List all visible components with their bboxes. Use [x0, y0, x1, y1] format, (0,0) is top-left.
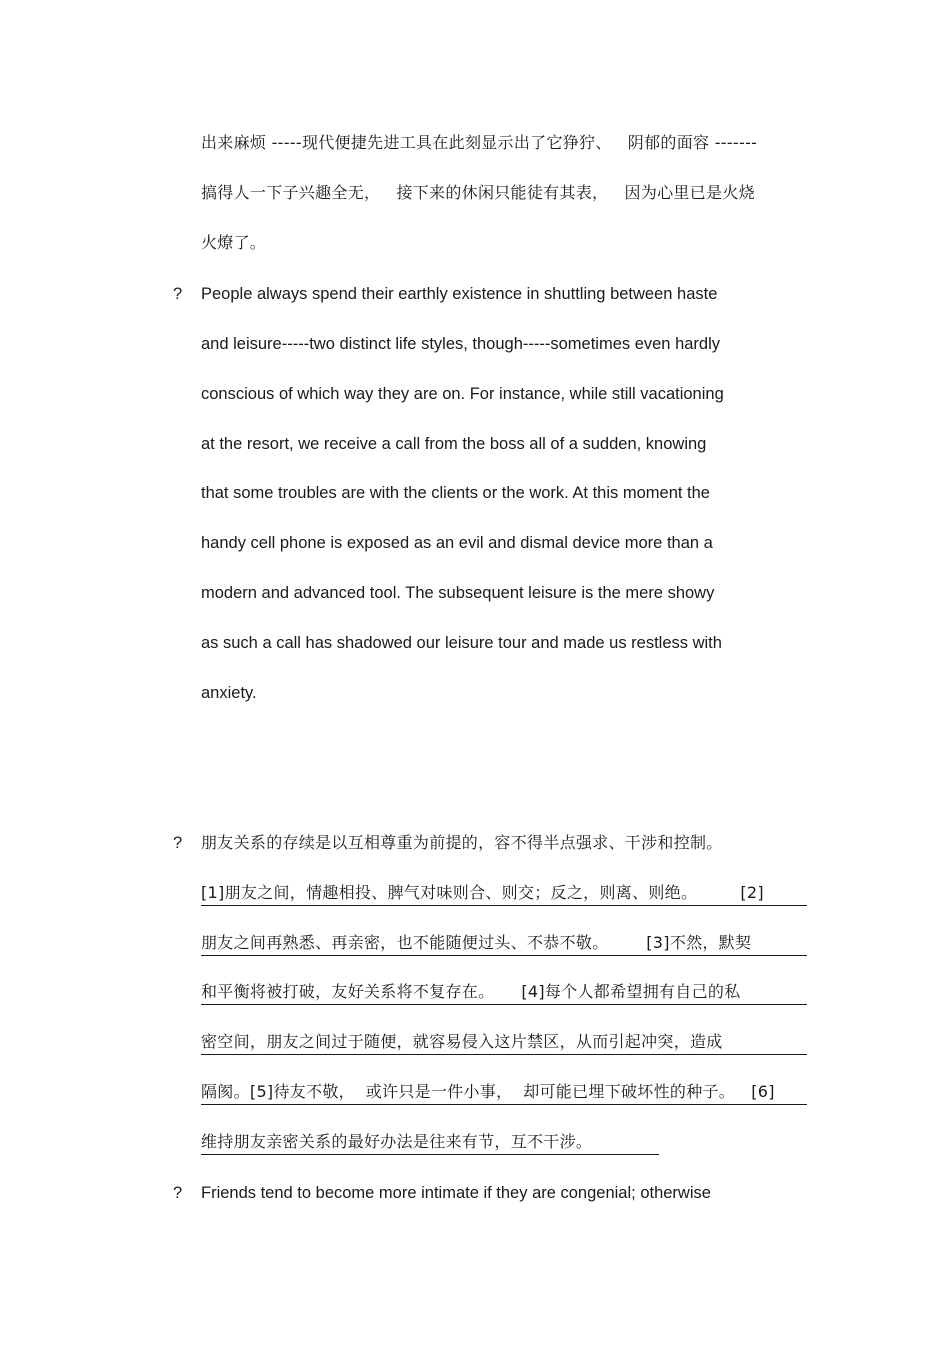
paragraph-line: handy cell phone is exposed as an evil and dismal device more than a	[201, 534, 713, 552]
underlined-line: 和平衡将被打破，友好关系将不复存在。 [4]每个人都希望拥有自己的私	[201, 982, 807, 1005]
underlined-line: 密空间，朋友之间过于随便，就容易侵入这片禁区，从而引起冲突，造成	[201, 1032, 807, 1055]
paragraph-line: 出来麻烦 -----现代便捷先进工具在此刻显示出了它狰狞、 阴郁的面容 -------	[201, 133, 758, 152]
bullet-marker: ?	[173, 1184, 183, 1202]
paragraph-line: as such a call has shadowed our leisure tour and made us restless with	[201, 634, 722, 652]
paragraph-line: anxiety.	[201, 684, 257, 702]
paragraph-line: 朋友关系的存续是以互相尊重为前提的，容不得半点强求、干涉和控制。	[201, 833, 723, 852]
bullet-marker: ?	[173, 834, 183, 852]
underlined-line: 朋友之间再熟悉、再亲密，也不能随便过头、不恭不敬。 [3]不然，默契	[201, 933, 807, 956]
paragraph-line: and leisure-----two distinct life styles, though-----sometimes even hardly	[201, 335, 721, 353]
paragraph-line: 搞得人一下子兴趣全无， 接下来的休闲只能徒有其表， 因为心里已是火烧	[201, 183, 755, 202]
underlined-line: 隔阂。[5]待友不敬， 或许只是一件小事， 却可能已埋下破坏性的种子。 [6]	[201, 1082, 807, 1105]
paragraph-line: modern and advanced tool. The subsequent leisure is the mere showy	[201, 584, 715, 602]
paragraph-line: Friends tend to become more intimate if they are congenial; otherwise	[201, 1184, 711, 1202]
paragraph-line: that some troubles are with the clients or the work. At this moment the	[201, 484, 710, 502]
paragraph-line: People always spend their earthly existence in shuttling between haste	[201, 285, 718, 303]
paragraph-line: conscious of which way they are on. For instance, while still vacationing	[201, 385, 724, 403]
bullet-marker: ?	[173, 285, 183, 303]
underlined-line: [1]朋友之间，情趣相投、脾气对味则合、则交；反之，则离、则绝。 [2]	[201, 883, 807, 906]
paragraph-line: 火燎了。	[201, 233, 267, 252]
underlined-line: 维持朋友亲密关系的最好办法是往来有节，互不干涉。	[201, 1132, 659, 1155]
paragraph-line: at the resort, we receive a call from the boss all of a sudden, knowing	[201, 435, 707, 453]
